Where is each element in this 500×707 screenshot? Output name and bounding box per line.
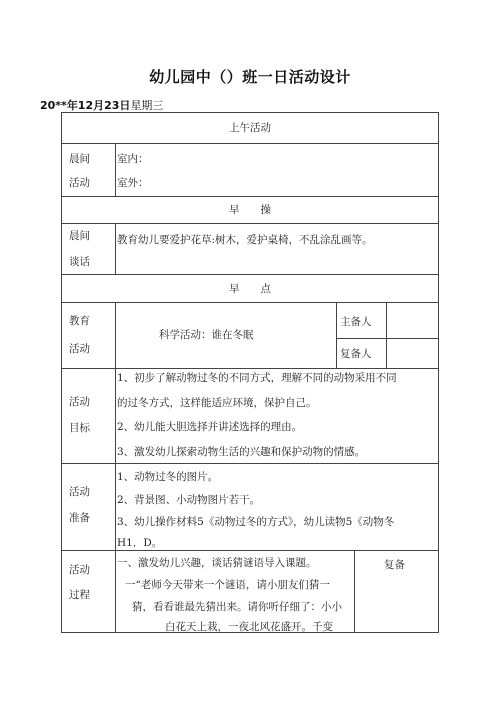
- morning-activity-label-1: 晨间: [69, 153, 90, 165]
- morning-talk-content: 教育幼儿要爱护花草:树木，爱护桌椅，不乱涂乱画等。: [117, 234, 373, 246]
- table-rule: [115, 302, 116, 633]
- table-rule: [115, 143, 116, 197]
- preparation-label-2: 准备: [69, 512, 90, 524]
- table-rule: [61, 143, 439, 144]
- table-rule: [61, 196, 439, 197]
- goals-label-2: 目标: [69, 422, 90, 434]
- education-activity: 科学活动：谁在冬眠: [159, 329, 254, 341]
- table-rule: [336, 338, 439, 339]
- morning-exercise-header: 早 操: [229, 204, 271, 216]
- process-line: 一、激发幼儿兴趣，谈话猜谜语导入课题。: [117, 557, 317, 569]
- education-label-1: 教育: [69, 315, 90, 327]
- table-rule: [61, 368, 439, 369]
- morning-section-header: 上午活动: [229, 122, 271, 134]
- preparation-line: H1．D。: [117, 537, 163, 549]
- process-line: 猜，看看谁最先猜出来。请你听仔细了：小小: [132, 601, 342, 613]
- table-rule: [115, 223, 116, 275]
- morning-talk-label-1: 晨间: [69, 230, 90, 242]
- table-rule: [61, 463, 439, 464]
- table-rule: [386, 302, 387, 369]
- process-line: 一“老师今天带来一个谜语，请小朋友们猜一: [125, 579, 330, 591]
- preparation-line: 2、背景图、小动物图片若干。: [117, 494, 261, 506]
- goal-line: 3、激发幼儿探索动物生活的兴趣和保护动物的情感。: [117, 446, 366, 458]
- process-label-2: 过程: [69, 589, 90, 601]
- table-rule: [61, 550, 439, 551]
- process-line: 白花天上栽，一夜北风花盛开。千变: [165, 621, 333, 633]
- education-label-2: 活动: [69, 343, 90, 355]
- activity-table: [61, 112, 439, 632]
- process-label-1: 活动: [69, 564, 90, 576]
- morning-activity-label-2: 活动: [69, 177, 90, 189]
- goal-line: 1、初步了解动物过冬的不同方式，理解不同的动物采用不同: [117, 372, 397, 384]
- goals-label-1: 活动: [69, 396, 90, 408]
- preparer-label: 主备人: [340, 316, 372, 328]
- table-rule: [61, 223, 439, 224]
- morning-talk-label-2: 谈话: [69, 256, 90, 268]
- date-line: [40, 97, 163, 113]
- preparation-line: 1、动物过冬的图片。: [117, 471, 219, 483]
- goal-line: 2、幼儿能大胆选择并讲述选择的理由。: [117, 421, 303, 433]
- reviewer-label: 复备人: [340, 348, 372, 360]
- table-rule: [61, 302, 439, 303]
- outdoor-label: 室外：: [117, 177, 149, 189]
- indoor-label: 室内：: [117, 153, 149, 165]
- table-rule: [438, 112, 439, 633]
- morning-snack-header: 早 点: [229, 283, 271, 295]
- table-rule: [61, 112, 62, 633]
- page-title: 幼儿园中（）班一日活动设计: [149, 68, 351, 86]
- preparation-line: 3、幼儿操作材料5《动物过冬的方式》，幼儿读物5《动物冬: [117, 516, 395, 528]
- preparation-label-1: 活动: [69, 486, 90, 498]
- date-main: 20**年12月23日: [40, 99, 131, 112]
- process-review-label: 复备: [384, 559, 405, 571]
- table-rule: [354, 550, 355, 633]
- date-weekday: 星期三: [130, 99, 164, 112]
- table-rule: [336, 302, 337, 369]
- goal-line: 的过冬方式，这样能适应环境，保护自己。: [117, 397, 317, 409]
- table-rule: [61, 112, 439, 113]
- table-rule: [61, 274, 439, 275]
